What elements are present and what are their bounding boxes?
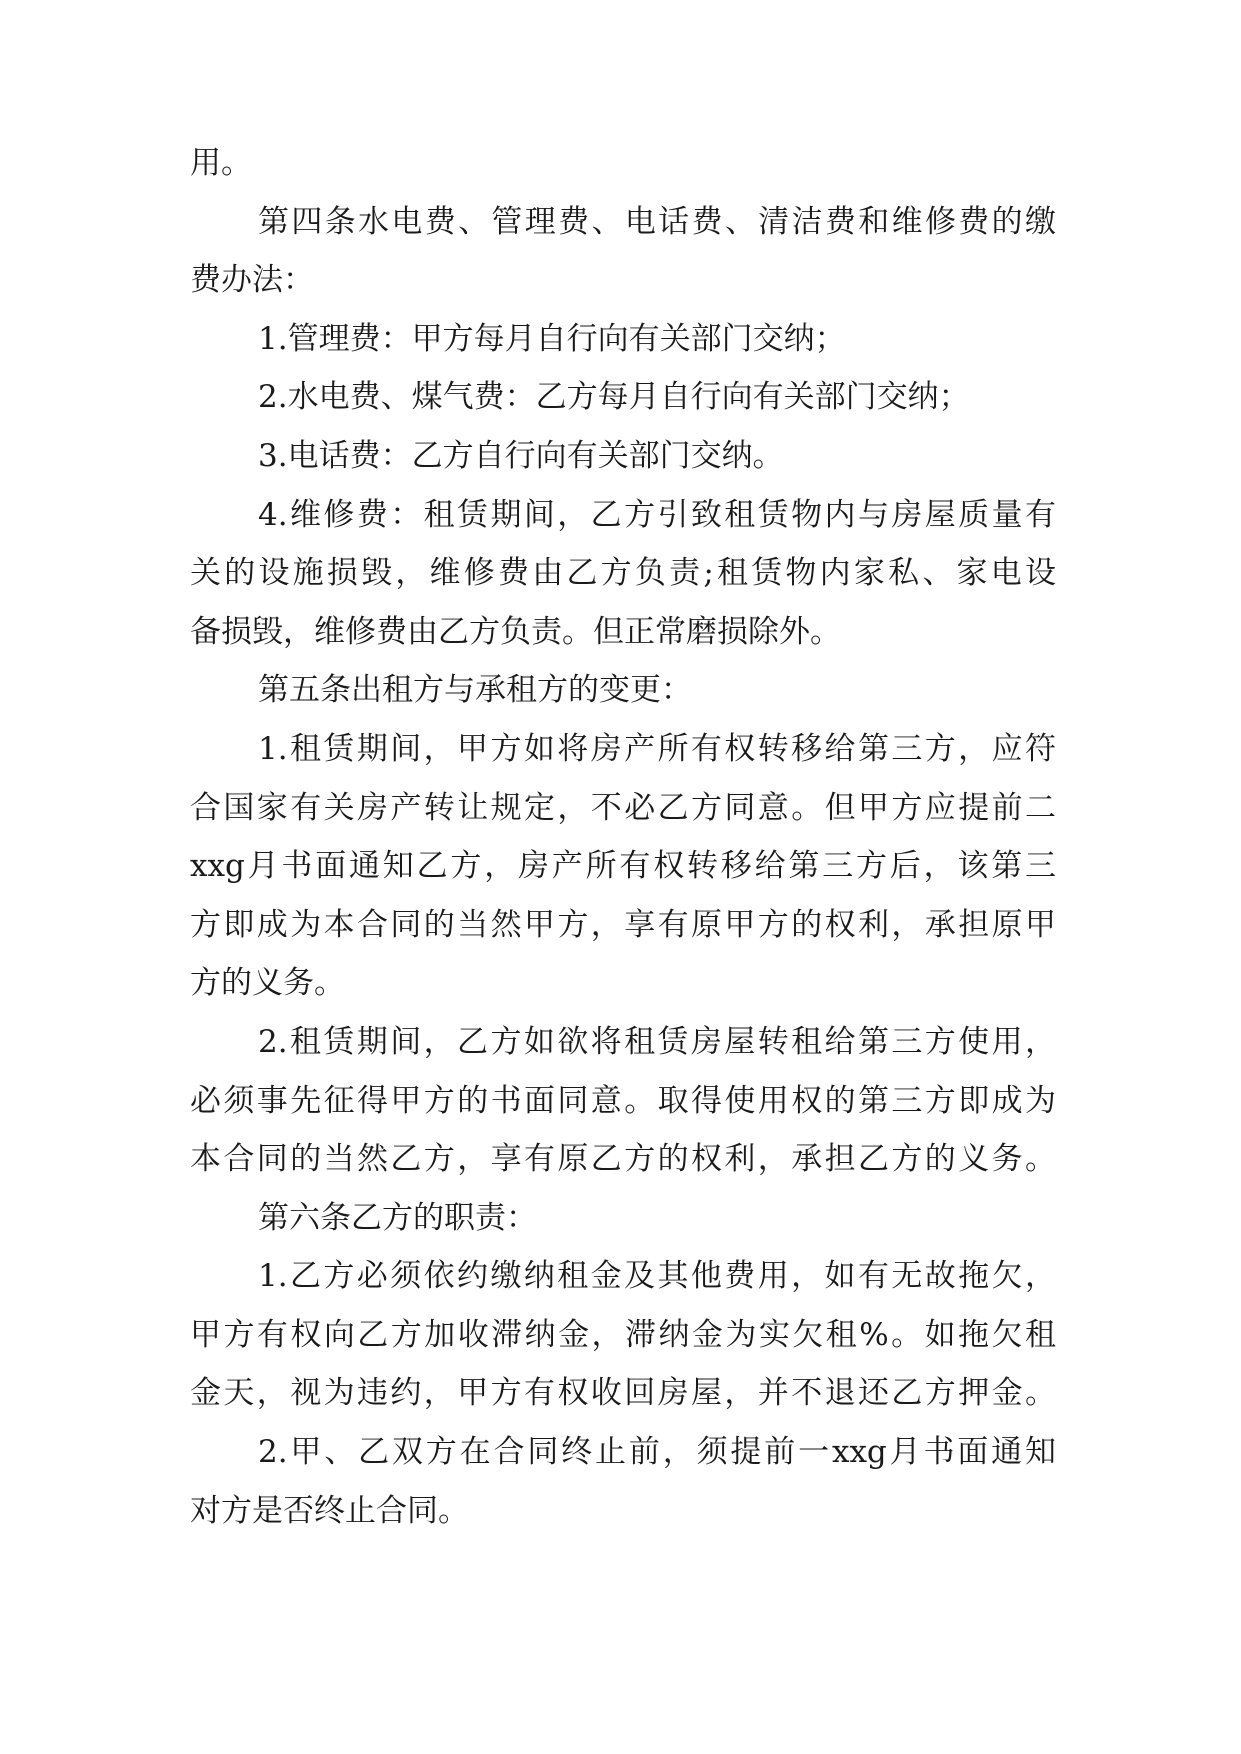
text-line: 本合同的当然乙方，享有原乙方的权利，承担乙方的义务。 <box>190 1141 1056 1178</box>
text-line: 方的义务。 <box>190 965 345 1002</box>
text-line: 第五条出租方与承租方的变更： <box>258 672 692 709</box>
text-line: 第四条水电费、管理费、电话费、清洁费和维修费的缴 <box>258 203 1056 240</box>
text-line: 甲方有权向乙方加收滞纳金，滞纳金为实欠租%。如拖欠租 <box>190 1316 1056 1353</box>
text-line: 2.水电费、煤气费：乙方每月自行向有关部门交纳； <box>258 379 970 416</box>
text-line: 第六条乙方的职责： <box>258 1199 537 1236</box>
text-line: 对方是否终止合同。 <box>190 1492 469 1529</box>
text-line: 2.租赁期间，乙方如欲将租赁房屋转租给第三方使用， <box>258 1023 1056 1060</box>
text-line: 费办法： <box>190 262 314 299</box>
text-line: 备损毁，维修费由乙方负责。但正常磨损除外。 <box>190 613 841 650</box>
text-line: 关的设施损毁，维修费由乙方负责;租赁物内家私、家电设 <box>190 555 1056 592</box>
text-line: 4.维修费：租赁期间，乙方引致租赁物内与房屋质量有 <box>258 496 1056 533</box>
document-page <box>190 134 1056 1540</box>
text-line: 合国家有关房产转让规定，不必乙方同意。但甲方应提前二 <box>190 789 1056 826</box>
text-line: 3.电话费：乙方自行向有关部门交纳。 <box>258 437 784 474</box>
text-line: 1.租赁期间，甲方如将房产所有权转移给第三方，应符 <box>258 730 1056 767</box>
text-line: 用。 <box>190 145 252 181</box>
text-line: 2.甲、乙双方在合同终止前，须提前一xxg月书面通知 <box>258 1434 1056 1471</box>
text-line: xxg月书面通知乙方，房产所有权转移给第三方后，该第三 <box>190 848 1056 885</box>
text-line: 1.管理费：甲方每月自行向有关部门交纳； <box>258 320 846 357</box>
text-line: 1.乙方必须依约缴纳租金及其他费用，如有无故拖欠， <box>258 1258 1056 1295</box>
text-line: 必须事先征得甲方的书面同意。取得使用权的第三方即成为 <box>190 1082 1056 1119</box>
text-line: 金天，视为违约，甲方有权收回房屋，并不退还乙方押金。 <box>190 1375 1056 1412</box>
text-line: 方即成为本合同的当然甲方，享有原甲方的权利，承担原甲 <box>190 906 1056 943</box>
